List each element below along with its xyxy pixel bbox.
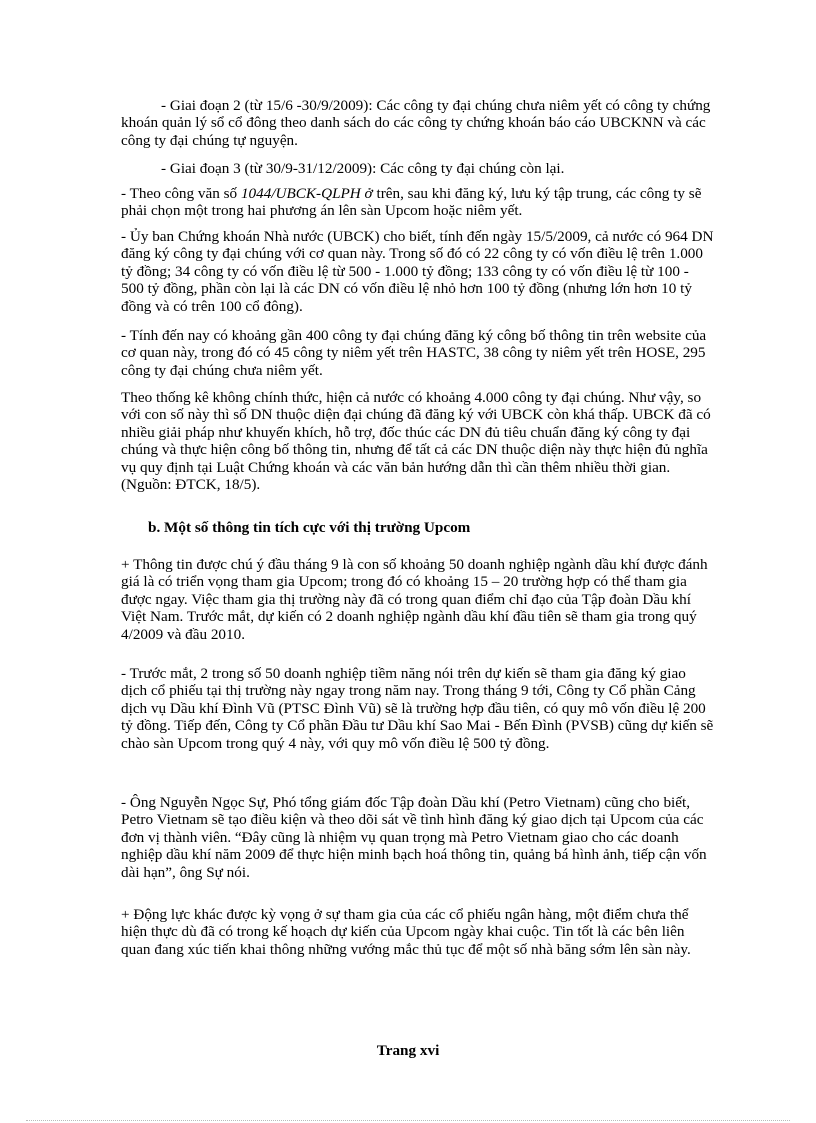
para-cong-van <box>121 185 715 220</box>
para-cong-van-after: trên, sau khi đăng ký, lưu ký tập trung, các công ty sẽ phải chọn một trong hai phương án lên sàn Upcom hoặc niêm yết. <box>121 185 702 220</box>
page-bottom-divider <box>26 1120 790 1121</box>
para-giai-doan-3: - Giai đoạn 3 (từ 30/9-31/12/2009): Các công ty đại chúng còn lại. <box>161 160 565 177</box>
para-oil-gas-enterprises: + Thông tin được chú ý đầu tháng 9 là con số khoảng 50 doanh nghiệp ngành dầu khí được đánh giá là có triển vọng tham gia Upcom; trong đó có khoảng 15 – 20 trường hợp có thể tham gia được ngay. Việc tham gia thị trường này đã có trong quan điểm chỉ đạo của Tập đoàn Dầu khí Việt Nam. Trước mắt, dự kiến có 2 doanh nghiệp ngành dầu khí đầu tiên sẽ tham gia trong quý 4/2009 và đầu 2010. <box>121 556 708 643</box>
para-public-companies: - Tính đến nay có khoảng gần 400 công ty đại chúng đăng ký công bố thông tin trên website của cơ quan này, trong đó có 45 công ty niêm yết trên HASTC, 38 công ty niêm yết trên HOSE, 295 công ty đại chúng chưa niêm yết. <box>121 327 707 379</box>
para-giai-doan-2: - Giai đoạn 2 (từ 15/6 -30/9/2009): Các công ty đại chúng chưa niêm yết có công ty chứng khoán quản lý sổ cổ đông theo danh sách do các công ty chứng khoán báo cáo UBCKNN và các công ty đại chúng tự nguyện. <box>121 97 711 149</box>
para-petro-vietnam: - Ông Nguyễn Ngọc Sự, Phó tổng giám đốc Tập đoàn Dầu khí (Petro Vietnam) cũng cho biết, Petro Vietnam sẽ tạo điều kiện và theo dõi sát về tình hình đăng ký giao dịch tại Upcom của các đơn vị thành viên. “Đây cũng là nhiệm vụ quan trọng mà Petro Vietnam giao cho các doanh nghiệp dầu khí năm 2009 để thực hiện minh bạch hoá thông tin, quảng bá hình ảnh, tiếp cận vốn dài hạn”, ông Sự nói. <box>121 794 707 881</box>
page-number-footer: Trang xvi <box>376 1042 440 1059</box>
para-cong-van-before: - Theo công văn số <box>121 185 241 202</box>
para-ubck-statistics: - Ủy ban Chứng khoán Nhà nước (UBCK) cho biết, tính đến ngày 15/5/2009, cả nước có 964 DN đăng ký công ty đại chúng với cơ quan này. Trong số đó có 22 công ty có vốn điều lệ trên 1.000 tỷ đồng; 34 công ty có vốn điều lệ từ 500 - 1.000 tỷ đồng; 133 công ty có vốn điều lệ từ 100 - 500 tỷ đồng, phần còn lại là các DN có vốn điều lệ nhỏ hơn 100 tỷ đồng (nhưng lớn hơn 10 tỷ đồng và có trên 100 cổ đông). <box>121 228 714 315</box>
cong-van-reference: 1044/UBCK-QLPH ở <box>240 185 373 202</box>
section-heading-b: b. Một số thông tin tích cực với thị trường Upcom <box>148 519 471 536</box>
para-unofficial-stats: Theo thống kê không chính thức, hiện cả nước có khoảng 4.000 công ty đại chúng. Như vậy, so với con số này thì số DN thuộc diện đại chúng đã đăng ký với UBCK còn khá thấp. UBCK đã có nhiều giải pháp như khuyến khích, hỗ trợ, đốc thúc các DN đủ tiêu chuẩn đăng ký công ty đại chúng và thực hiện công bố thông tin, nhưng để tất cả các DN thuộc diện này thực hiện đủ nghĩa vụ quy định tại Luật Chứng khoán và các văn bản hướng dẫn thì cần thêm nhiều thời gian.(Nguồn: ĐTCK, 18/5). <box>121 389 711 494</box>
para-bank-shares: + Động lực khác được kỳ vọng ở sự tham gia của các cổ phiếu ngân hàng, một điểm chưa thể hiện thực dù đã có trong kế hoạch dự kiến của Upcom ngày khai cuộc. Tin tốt là các bên liên quan đang xúc tiến khai thông những vướng mắc thủ tục để một số nhà băng sớm lên sàn này. <box>121 906 691 958</box>
para-ptsc-dinh-vu: - Trước mắt, 2 trong số 50 doanh nghiệp tiềm năng nói trên dự kiến sẽ tham gia đăng ký giao dịch cổ phiếu tại thị trường này ngay trong năm nay. Trong tháng 9 tới, Công ty Cổ phần Cảng dịch vụ Dầu khí Đình Vũ (PTSC Đình Vũ) sẽ là trường hợp đầu tiên, có quy mô vốn điều lệ 200 tỷ đồng. Tiếp đến, Công ty Cổ phần Đầu tư Dầu khí Sao Mai - Bến Đình (PVSB) cũng dự kiến sẽ chào sàn Upcom trong quý 4 này, với quy mô vốn điều lệ 500 tỷ đồng. <box>121 665 714 752</box>
